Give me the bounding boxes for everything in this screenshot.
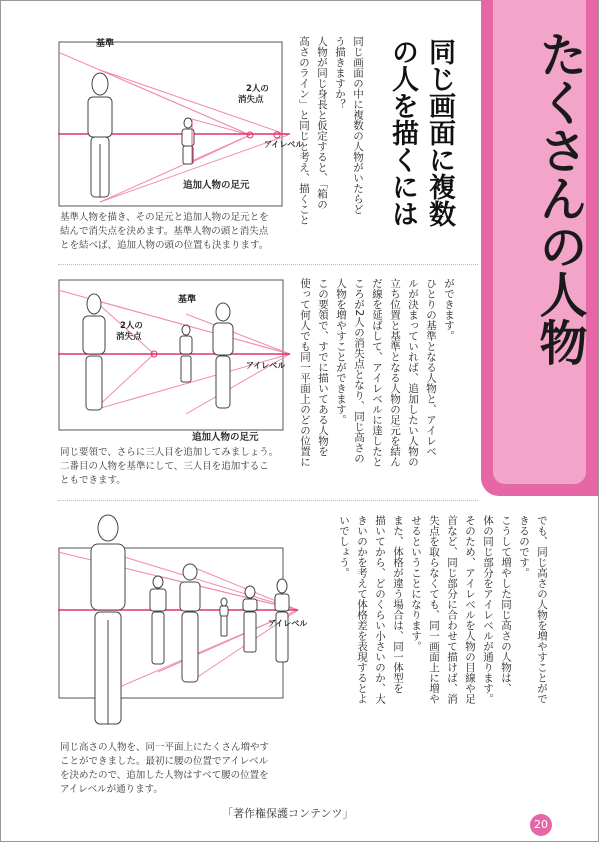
body-line: きいのかを考えて体格差を表現するとよ xyxy=(356,515,368,704)
caption-line: 二番目の人物を基準にして、三人目を追加するこ xyxy=(60,461,269,472)
section-tab-inner xyxy=(493,0,586,484)
heading-line: 同じ画面に複数 xyxy=(424,38,455,227)
caption-3 xyxy=(60,741,300,797)
body-line: 使って何人でも同一平面上のどの位置に xyxy=(299,278,311,467)
body-line: きるのです。 xyxy=(518,515,530,578)
caption-line: 結んで消失点を決めます。基準人物の頭と消失点 xyxy=(60,226,269,237)
body-line: いでしょう。 xyxy=(338,515,350,578)
eye-level-label: アイレベル xyxy=(268,619,308,628)
body-line: 描いてから、どのくらい小さいのか、大 xyxy=(374,515,386,704)
section-tab xyxy=(481,0,598,496)
added-foot-label: 追加人物の足元 xyxy=(183,180,250,191)
added-foot-label: 追加人物の足元 xyxy=(192,432,259,443)
body-line: 失点を取らなくても、同一画面上に増や xyxy=(428,515,440,704)
figure-1 xyxy=(58,34,304,210)
body-line: この要領で、すでに描いてある人物を xyxy=(317,278,329,457)
body-line: だ線を延ばして、アイレベルに達したと xyxy=(371,278,383,467)
figure-3 xyxy=(58,512,320,738)
figure-person xyxy=(91,515,125,724)
body-line: 人物を増やすことができます。 xyxy=(335,278,347,425)
figure-person xyxy=(180,564,200,682)
page-number: 20 xyxy=(530,814,552,836)
body-line: う描きますか？ xyxy=(334,36,346,110)
body-line: 首など、同じ部分に合わせて描けば、消 xyxy=(446,515,458,704)
caption-2 xyxy=(60,446,292,488)
vp-label: 消失点 xyxy=(238,95,264,105)
caption-line: を決めたので、追加した人物はすべて腰の位置を xyxy=(60,770,269,781)
heading-line: の人を描くには xyxy=(387,38,418,227)
body-line: そのため、アイレベルを人物の目線や足 xyxy=(464,515,476,704)
body-line: でも、同じ高さの人物を増やすことがで xyxy=(536,515,548,704)
body-line: ころが2人の消失点となり、同じ高さの xyxy=(353,278,365,464)
figure-person xyxy=(220,598,228,636)
body-line: また、体格が違う場合は、同一体型を xyxy=(392,515,404,694)
caption-line: ことができました。最初に腰の位置でアイレベル xyxy=(60,756,269,767)
caption-line: 基準人物を描き、その足元と追加人物の足元とを xyxy=(60,212,269,223)
kijun-label: 基準 xyxy=(178,295,197,305)
vp-label: 2人の xyxy=(120,321,143,331)
body-line: ひとりの基準となる人物と、アイレベ xyxy=(425,278,437,457)
body-line: ができます。 xyxy=(443,278,455,341)
eye-level-label: アイレベル xyxy=(246,361,286,370)
separator xyxy=(58,500,478,501)
body-line: せるということになります。 xyxy=(410,515,422,652)
caption-line: とを結べば、追加人物の頭の位置も決まります。 xyxy=(60,240,269,251)
body-line: こうして増やした同じ高さの人物は、 xyxy=(500,515,512,694)
vp-label: 2人の xyxy=(246,84,269,94)
eye-level-label: アイレベル xyxy=(264,140,304,149)
section-title: たくさんの人物 xyxy=(531,30,587,366)
body-column-3 xyxy=(335,515,551,737)
heading xyxy=(384,38,458,268)
body-line: 高さのライン」と同じと考え、描くこと xyxy=(298,36,310,225)
body-line: 体の同じ部分をアイレベルが通ります。 xyxy=(482,515,494,704)
body-line: 人物が同じ身長と仮定すると、「箱の xyxy=(316,36,328,210)
copyright-footer: 「著作権保護コンテンツ」 xyxy=(222,807,354,820)
body-line: 立ち位置と基準となる人物の足元を結ん xyxy=(389,278,401,467)
body-column-1 xyxy=(295,36,367,258)
vp-label: 消失点 xyxy=(116,332,142,342)
body-column-2 xyxy=(296,278,458,498)
caption-line: ともできます。 xyxy=(60,475,126,486)
body-line: 同じ画面の中に複数の人物がいたらど xyxy=(352,36,364,215)
caption-1 xyxy=(60,211,292,253)
caption-line: 同じ要領で、さらに三人目を追加してみましょう。 xyxy=(60,447,279,458)
separator xyxy=(58,264,478,265)
caption-line: 同じ高さの人物を、同一平面上にたくさん増やす xyxy=(60,742,270,753)
caption-line: アイレベルが通ります。 xyxy=(60,784,163,795)
kijun-label: 基準 xyxy=(96,39,115,49)
body-line: ルが決まっていれば、追加したい人物の xyxy=(407,278,419,467)
figure-2 xyxy=(58,276,290,444)
figure-person xyxy=(150,576,166,664)
